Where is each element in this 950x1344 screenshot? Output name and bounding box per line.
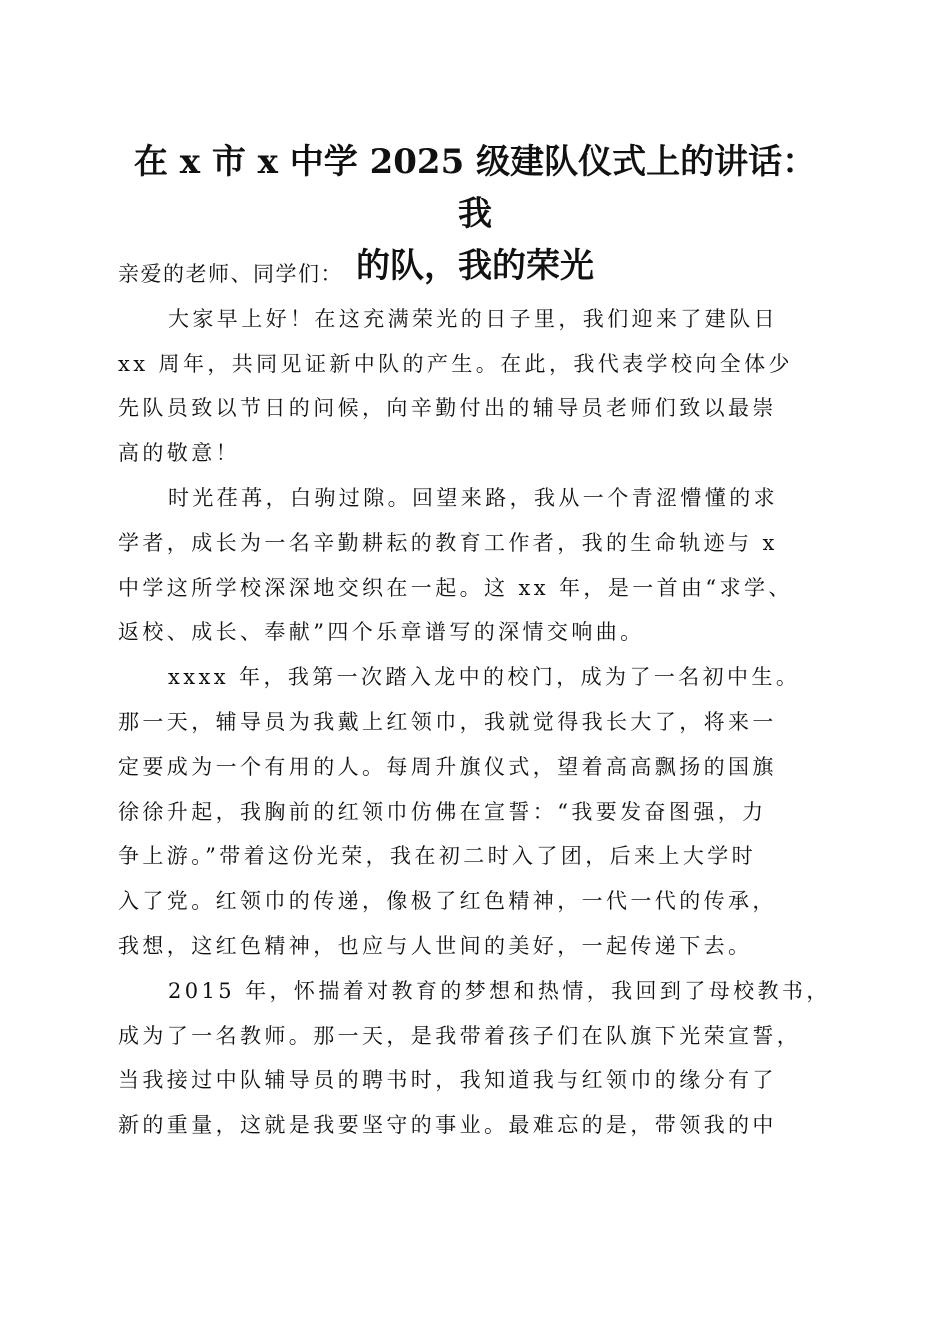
text-line: 我想，这红色精神，也应与人世间的美好，一起传递下去。 [118,933,753,958]
greeting: 亲爱的老师、同学们： [118,262,343,286]
text-line: 高的敬意！ [118,441,240,466]
text-line: 时光荏苒，白驹过隙。回望来路，我从一个青涩懵懂的求 [168,485,778,510]
text-line: 新的重量，这就是我要坚守的事业。最难忘的是，带领我的中 [118,1113,777,1138]
text-line: 徐徐升起，我胸前的红领巾仿佛在宣誓：“我要发奋图强，力 [118,799,767,824]
text-line: 学者，成长为一名辛勤耕耘的教育工作者，我的生命轨迹与 x [118,530,778,555]
text-line: 定要成为一个有用的人。每周升旗仪式，望着高高飘扬的国旗 [118,754,777,779]
text-line: 先队员致以节日的问候，向辛勤付出的辅导员老师们致以最崇 [118,396,777,421]
text-line: 那一天，辅导员为我戴上红领巾，我就觉得我长大了，将来一 [118,709,777,734]
text-line: 当我接过中队辅导员的聘书时，我知道我与红领巾的缘分有了 [118,1068,777,1093]
text-line: 入了党。红领巾的传递，像极了红色精神，一代一代的传承， [118,889,777,914]
text-line: 返校、成长、奉献”四个乐章谱写的深情交响曲。 [118,620,645,645]
title-line-1: 在 x 市 x 中学 2025 级建队仪式上的讲话：我 [133,142,817,234]
document-body [118,252,834,1148]
text-line: xxxx 年，我第一次踏入龙中的校门，成为了一名初中生。 [168,665,801,690]
text-line: 2015 年，怀揣着对教育的梦想和热情，我回到了母校教书， [168,978,831,1003]
text-line: xx 周年，共同见证新中队的产生。在此，我代表学校向全体少 [118,351,793,376]
title-line-2: 的队，我的荣光 [356,246,594,286]
text-line: 争上游。”带着这份光荣，我在初二时入了团，后来上大学时 [118,844,757,869]
text-line: 大家早上好！在这充满荣光的日子里，我们迎来了建队日 [168,306,778,331]
text-line: 中学这所学校深深地交织在一起。这 xx 年，是一首由“求学、 [118,575,793,600]
text-line: 成为了一名教师。那一天，是我带着孩子们在队旗下光荣宣誓， [118,1023,802,1048]
